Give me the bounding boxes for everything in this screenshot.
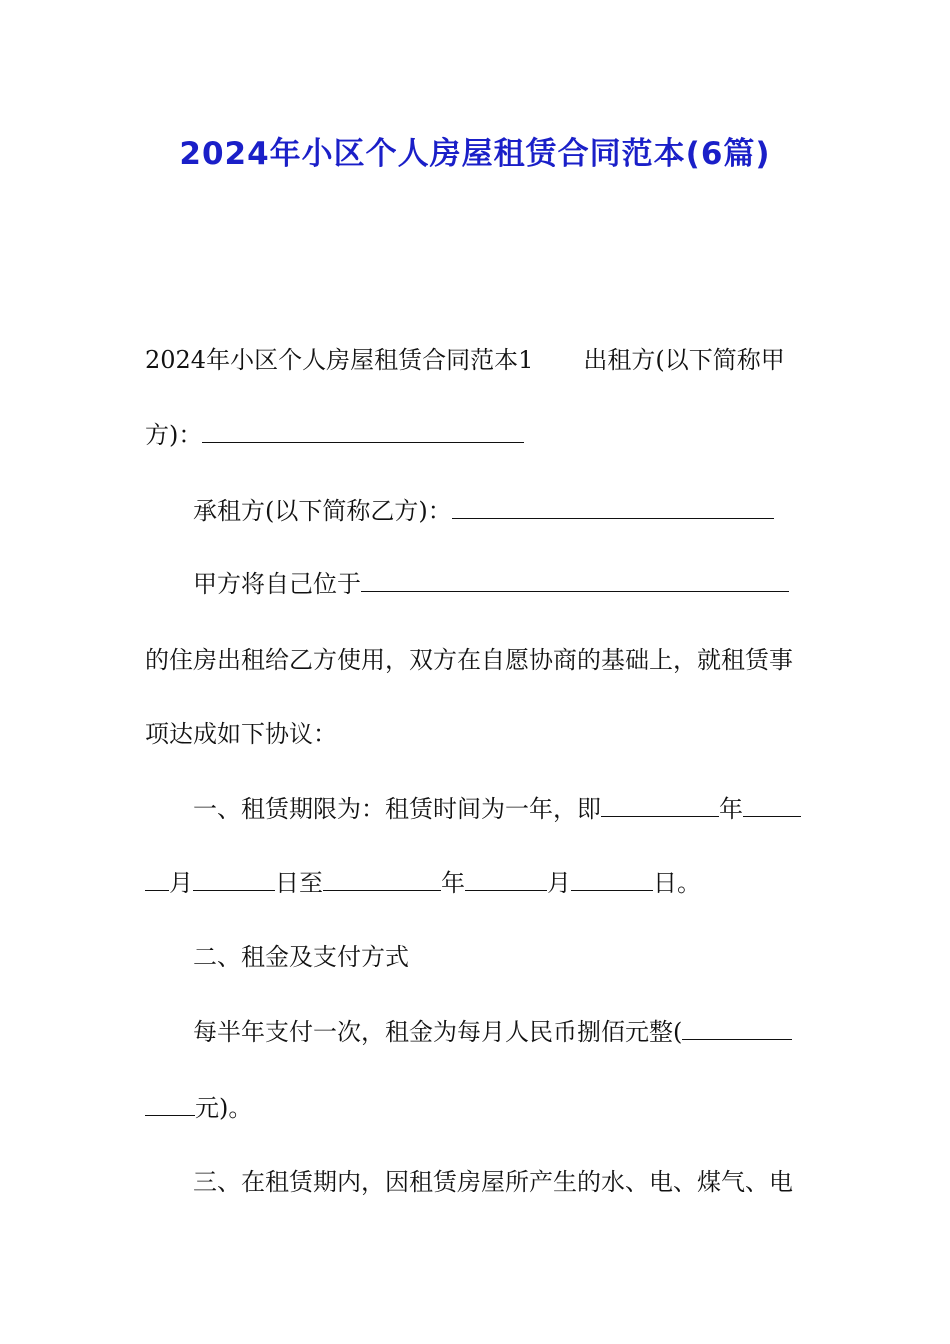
rent-blank-cont <box>145 1093 195 1116</box>
paragraph-line-1 <box>145 344 805 376</box>
start-month-blank-cont <box>145 868 169 891</box>
end-month-label: 月 <box>547 869 571 897</box>
end-day-blank <box>571 868 653 891</box>
paragraph-line-9: 二、租金及支付方式 <box>193 943 409 971</box>
paragraph-line-12: 三、在租赁期内，因租赁房屋所产生的水、电、煤气、电 <box>193 1168 793 1196</box>
start-year-blank <box>601 794 719 817</box>
end-month-blank <box>465 868 547 891</box>
end-day-label: 日。 <box>653 869 701 897</box>
paragraph-line-4 <box>193 568 853 600</box>
start-day-blank <box>193 868 275 891</box>
rent-unit-label: 元)。 <box>195 1094 253 1122</box>
day-to-label: 日至 <box>275 869 323 897</box>
year-label: 年 <box>719 795 743 823</box>
lessee-label: 承租方(以下简称乙方)： <box>193 497 452 525</box>
location-label: 甲方将自己位于 <box>193 570 361 598</box>
rent-blank <box>682 1017 792 1040</box>
lessor-blank <box>202 420 524 443</box>
paragraph-line-5: 的住房出租给乙方使用，双方在自愿协商的基础上，就租赁事 <box>145 646 793 674</box>
rent-label: 每半年支付一次，租金为每月人民币捌佰元整( <box>193 1018 683 1046</box>
paragraph-line-10 <box>193 1016 853 1048</box>
document-title: 2024年小区个人房屋租赁合同范本(6篇) <box>179 136 771 172</box>
end-year-blank <box>323 868 441 891</box>
lessor-label: 出租方(以下简称甲 <box>583 346 785 374</box>
month-label: 月 <box>169 869 193 897</box>
paragraph-line-11 <box>145 1092 805 1124</box>
section-heading: 2024年小区个人房屋租赁合同范本1 <box>145 346 534 374</box>
paragraph-line-8 <box>145 867 805 899</box>
paragraph-line-2 <box>145 419 805 451</box>
paragraph-line-6: 项达成如下协议： <box>145 720 337 748</box>
lessor-label-cont: 方)： <box>145 421 203 449</box>
paragraph-line-7 <box>193 793 853 825</box>
end-year-label: 年 <box>441 869 465 897</box>
paragraph-line-3 <box>193 495 853 527</box>
term-label: 一、租赁期限为：租赁时间为一年，即 <box>193 795 601 823</box>
lessee-blank <box>452 496 774 519</box>
location-blank <box>361 569 789 592</box>
start-month-blank <box>743 794 801 817</box>
